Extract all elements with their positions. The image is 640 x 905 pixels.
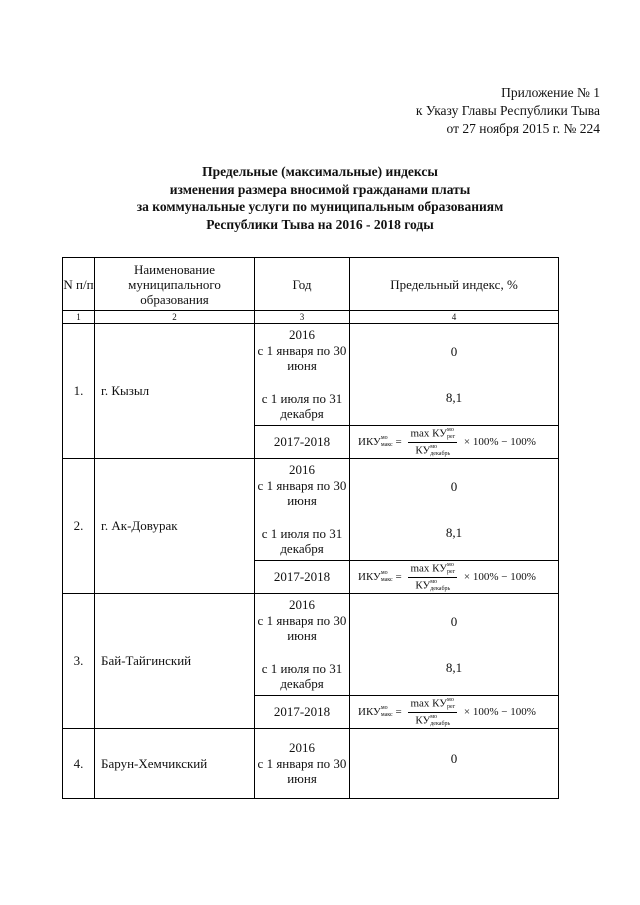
col-header-index: Предельный индекс, % [350,258,559,311]
period-first-half: с 1 января по 30 июня [257,477,347,509]
year: 2016 [289,597,315,613]
table-row [63,729,559,799]
municipality-name: г. Кызыл [95,324,255,459]
appendix-decree: к Указу Главы Республики Тыва [415,103,600,118]
table-header-row [63,258,559,311]
year-range: 2017-2018 [255,561,350,594]
year: 2016 [289,462,315,478]
col-header-name: Наименование муниципального образования [95,258,255,311]
period-first-half: с 1 января по 30 июня [257,342,347,374]
year-periods [255,459,350,561]
col-number: 3 [255,311,350,324]
index-value-second-half: 8,1 [445,389,463,405]
col-header-number: N п/п [63,258,95,311]
index-table [62,257,559,799]
formula-fraction: max КУ мо рег КУ мо декабрь [410,561,456,592]
column-number-row [63,311,559,324]
year-periods [255,729,350,799]
appendix-title: Приложение № 1 [501,85,600,100]
municipality-name: Барун-Хемчикский [95,729,255,799]
col-header-year: Год [255,258,350,311]
municipality-name: Бай-Тайгинский [95,594,255,729]
col-number: 2 [95,311,255,324]
title-line: Республики Тыва на 2016 - 2018 годы [206,216,434,232]
document-title [0,163,640,233]
row-number: 3. [63,594,95,729]
index-value-second-half: 8,1 [445,659,463,675]
table-row [63,324,559,426]
period-second-half: с 1 июля по 31 декабря [261,525,343,557]
year-range: 2017-2018 [255,426,350,459]
index-values [350,594,559,696]
appendix-date: от 27 ноября 2015 г. № 224 [446,121,600,136]
period-first-half: с 1 января по 30 июня [257,612,347,644]
index-values [350,729,559,799]
index-value-second-half: 8,1 [445,524,463,540]
col-number: 1 [63,311,95,324]
title-line: за коммунальные услуги по муниципальным образованиям [136,199,504,214]
year-periods [255,594,350,696]
year-periods [255,324,350,426]
row-number: 1. [63,324,95,459]
col-number: 4 [350,311,559,324]
period-first-half: с 1 января по 30 июня [257,755,347,787]
index-values [350,324,559,426]
index-formula: ИКУ мо макс = max КУ мо рег КУ мо декабрь × 100% − 100% [350,426,559,459]
index-formula: ИКУ мо макс = max КУ мо рег КУ мо декабрь × 100% − 100% [350,696,559,729]
index-value-first-half: 0 [450,613,458,629]
table-row [63,459,559,561]
table-row [63,594,559,696]
municipality-name: г. Ак-Довурак [95,459,255,594]
title-line: Предельные (максимальные) индексы [202,164,438,179]
formula-fraction: max КУ мо рег КУ мо декабрь [410,696,456,727]
index-value-first-half: 0 [450,343,458,359]
period-second-half: с 1 июля по 31 декабря [261,660,343,692]
year-range: 2017-2018 [255,696,350,729]
year: 2016 [289,740,315,756]
index-values [350,459,559,561]
year: 2016 [289,327,315,343]
title-line: изменения размера вносимой гражданами платы [169,181,471,197]
index-formula: ИКУ мо макс = max КУ мо рег КУ мо декабрь × 100% − 100% [350,561,559,594]
row-number: 2. [63,459,95,594]
index-value-first-half: 0 [450,478,458,494]
index-value-first-half: 0 [450,751,458,766]
formula-fraction: max КУ мо рег КУ мо декабрь [410,426,456,457]
row-number: 4. [63,729,95,799]
period-second-half: с 1 июля по 31 декабря [261,390,343,422]
appendix-reference [416,84,600,138]
